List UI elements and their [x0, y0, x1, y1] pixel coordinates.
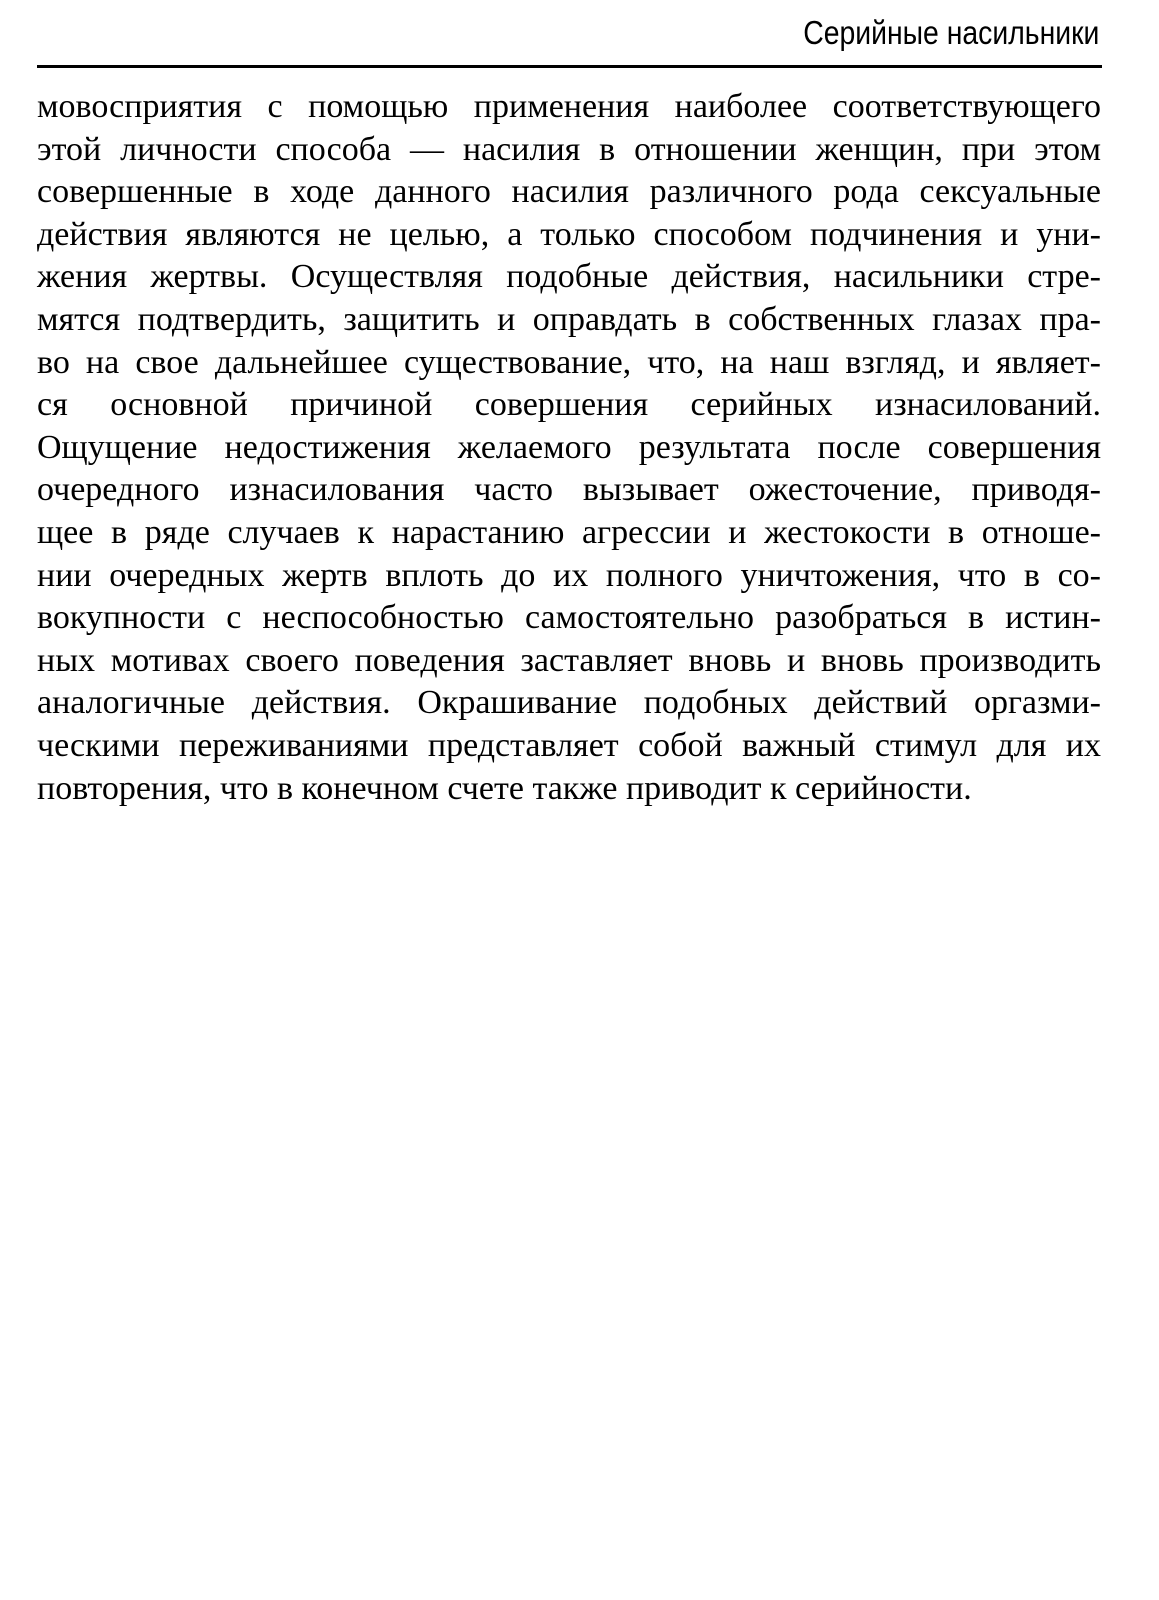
- text-line: ческими переживаниями представляет собой важный стимул для их: [37, 726, 1101, 764]
- text-line: мятся подтвердить, защитить и оправдать в собственных глазах пра-: [37, 300, 1101, 338]
- text-line: повторения, что в конечном счете также приводит к серийности.: [37, 769, 972, 807]
- text-line: щее в ряде случаев к нарастанию агрессии и жестокости в отноше-: [37, 513, 1101, 551]
- text-line: Ощущение недостижения желаемого результата после совершения: [37, 428, 1101, 466]
- text-line: нии очередных жертв вплоть до их полного уничтожения, что в со-: [37, 556, 1101, 594]
- body-paragraph: [37, 86, 1101, 810]
- text-line: аналогичные действия. Окрашивание подобных действий оргазми-: [37, 684, 1101, 722]
- text-line: вокупности с неспособностью самостоятельно разобраться в истин-: [37, 599, 1101, 637]
- text-line: совершенные в ходе данного насилия различного рода сексуальные: [37, 173, 1101, 211]
- text-line: ся основной причиной совершения серийных изнасилований.: [37, 386, 1101, 424]
- text-line: мовосприятия с помощью применения наиболее соответствующего: [37, 88, 1101, 125]
- header-rule: [37, 65, 1102, 68]
- text-line: действия являются не целью, а только способом подчинения и уни-: [37, 215, 1101, 253]
- running-head-title: Серийные насильники: [802, 14, 1099, 51]
- text-line: жения жертвы. Осуществляя подобные действия, насильники стре-: [37, 258, 1101, 296]
- text-line: этой личности способа — насилия в отношении женщин, при этом: [37, 130, 1101, 168]
- text-line: очередного изнасилования часто вызывает ожесточение, приводя-: [37, 471, 1101, 509]
- text-line: во на свое дальнейшее существование, что, на наш взгляд, и являет-: [37, 343, 1101, 381]
- text-line: ных мотивах своего поведения заставляет вновь и вновь производить: [37, 641, 1101, 679]
